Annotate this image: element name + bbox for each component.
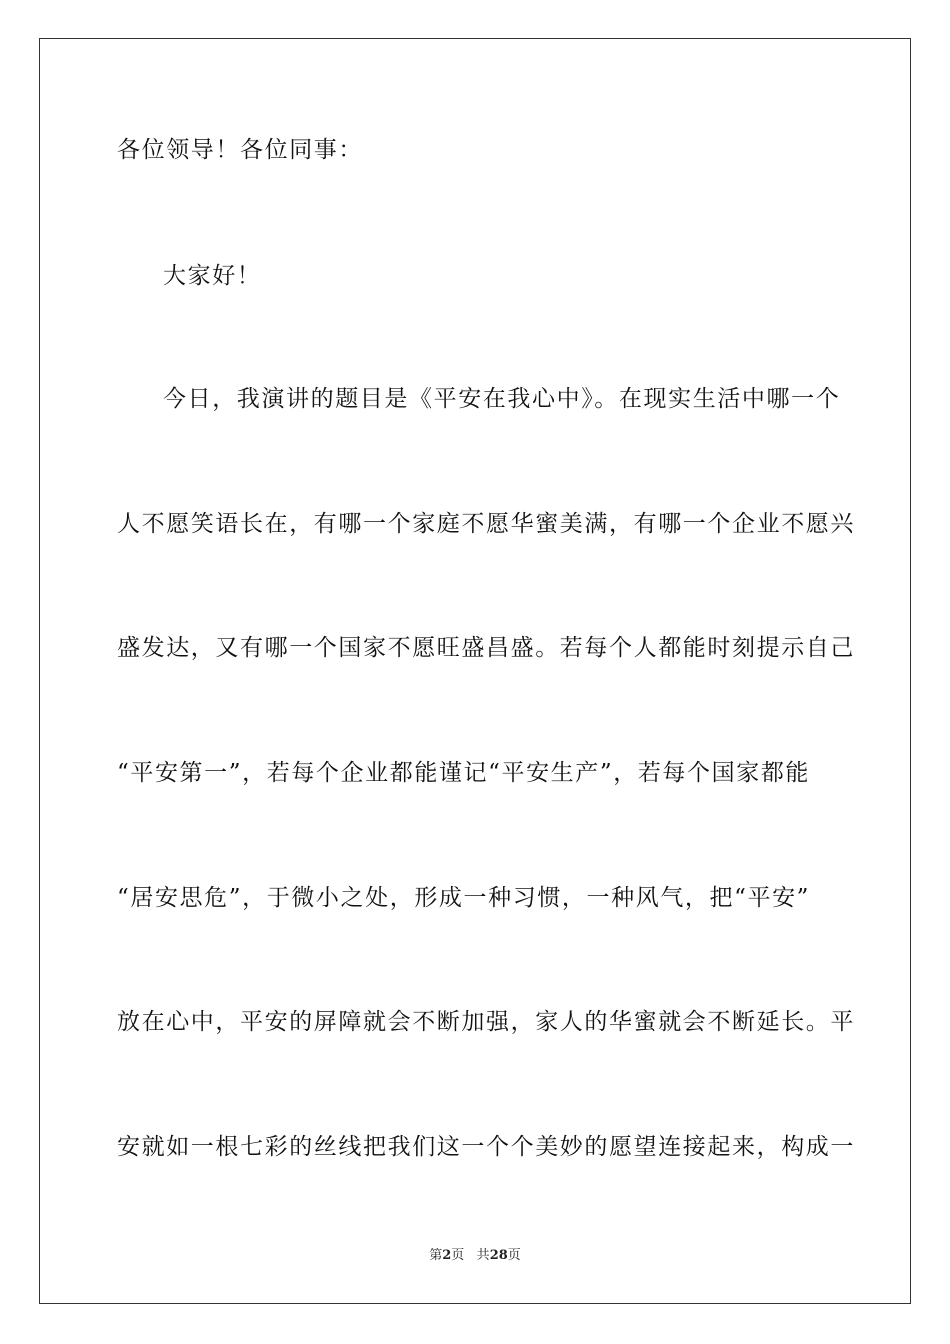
body-line-2: 人不愿笑语长在，有哪一个家庭不愿华蜜美满，有哪一个企业不愿兴 xyxy=(117,511,855,537)
page-footer xyxy=(0,1247,950,1265)
footer-page-number: 2 xyxy=(442,1248,452,1263)
body-line-1: 今日，我演讲的题目是《平安在我心中》。在现实生活中哪一个 xyxy=(163,386,841,412)
page-border xyxy=(39,38,911,1304)
footer-total-prefix: 共 xyxy=(476,1248,490,1263)
body-line-3: 盛发达，又有哪一个国家不愿旺盛昌盛。若每个人都能时刻提示自己 xyxy=(117,635,855,661)
footer-page-prefix: 第 xyxy=(429,1248,443,1263)
footer-total-pages: 28 xyxy=(489,1248,508,1263)
body-line-7: 安就如一根七彩的丝线把我们这一个个美妙的愿望连接起来，构成一 xyxy=(117,1134,855,1160)
footer-page-suffix: 页 xyxy=(451,1248,465,1263)
body-line-4: “平安第一”，若每个企业都能谨记“平安生产”，若每个国家都能 xyxy=(117,760,811,786)
greeting-line: 大家好！ xyxy=(163,263,262,289)
footer-total-suffix: 页 xyxy=(507,1248,521,1263)
salutation-line: 各位领导！各位同事： xyxy=(117,137,363,163)
body-line-5: “居安思危”，于微小之处，形成一种习惯，一种风气，把“平安” xyxy=(117,885,811,911)
body-line-6: 放在心中，平安的屏障就会不断加强，家人的华蜜就会不断延长。平 xyxy=(117,1009,855,1035)
